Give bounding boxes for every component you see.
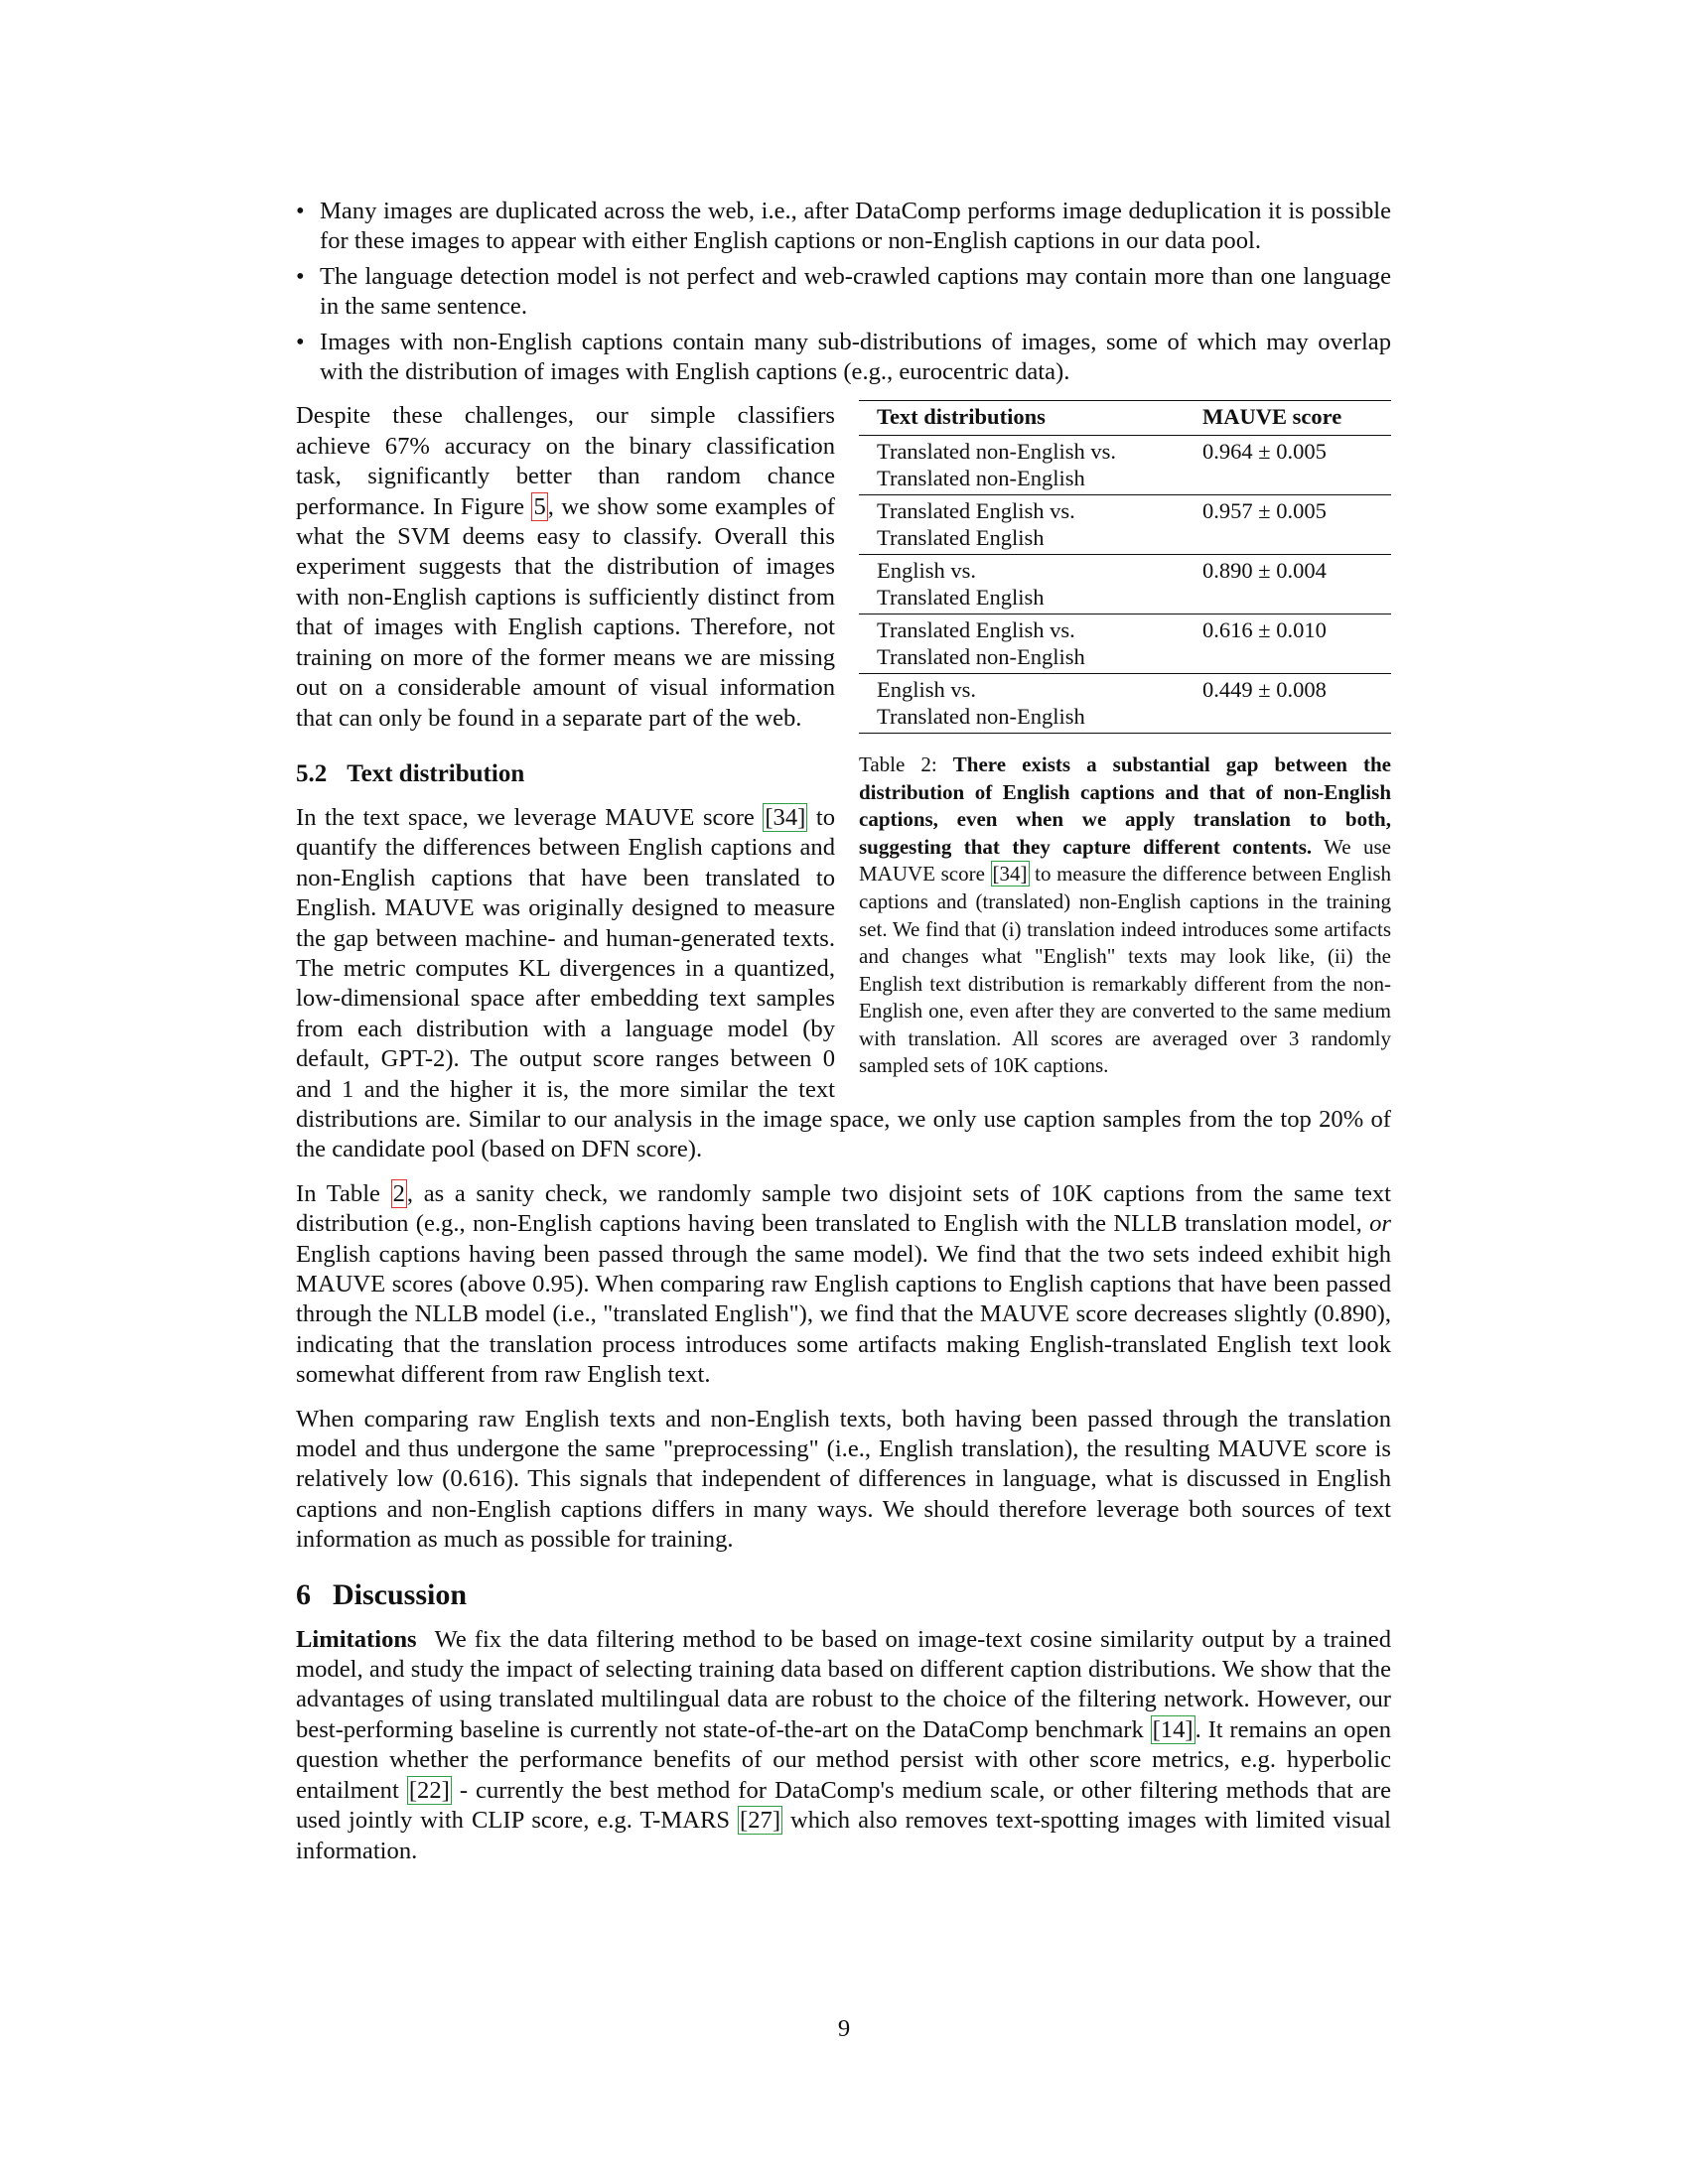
page-number: 9	[837, 2015, 851, 2042]
score-cell: 0.449 ± 0.008	[1195, 673, 1391, 733]
paragraph: Limitations We fix the data filtering method to be based on image-text cosine similarity output by a trained model, and study the impact of selecting training data based on different caption distributions. We show that the advantages of using translated multilingual data are robust to the choice of the filtering network. However, our best-performing baseline is currently not state-of-the-art on the DataComp benchmark [14]. It remains an open question whether the performance benefits of our method persist with other score metrics, e.g. hyperbolic entailment [22] - currently the best method for DataComp's medium scale, or other filtering methods that are used jointly with CLIP score, e.g. T-MARS [27] which also removes text-spotting images with limited visual information.	[296, 1625, 1392, 1864]
section-heading: 6 Discussion	[296, 1577, 468, 1611]
table-row	[859, 435, 1391, 494]
table-link[interactable]: 2	[392, 1179, 405, 1207]
table-row	[859, 614, 1391, 673]
distribution-cell: Translated English vs. Translated English	[859, 494, 1195, 554]
score-cell: 0.616 ± 0.010	[1195, 614, 1391, 673]
citation-link[interactable]: [34]	[992, 862, 1028, 887]
distribution-cell: English vs. Translated non-English	[859, 673, 1195, 733]
score-cell: 0.964 ± 0.005	[1195, 435, 1391, 494]
bullet-list	[296, 197, 1391, 387]
paragraph: Despite these challenges, our simple classifiers achieve 67% accuracy on the binary classification task, significantly better than random chance performance. In Figure 5, we show some examples of what the SVM deems easy to classify. Overall this experiment suggests that the distribution of images with non-English captions is sufficiently distinct from that of images with English captions. Therefore, not training on more of the former means we are missing out on a considerable amount of visual information that can only be found in a separate part of the web.	[296, 402, 835, 732]
table-row	[859, 494, 1391, 554]
table-row	[859, 673, 1391, 733]
score-cell: 0.957 ± 0.005	[1195, 494, 1391, 554]
citation-link[interactable]: [14]	[1152, 1715, 1194, 1743]
paragraph: When comparing raw English texts and non-English texts, both having been passed through the translation model and thus undergone the same "preprocessing" (i.e., English translation), the resulting MAUVE score is relatively low (0.616). This signals that independent of differences in language, what is discussed in English captions and non-English captions differs in many ways. We should therefore leverage both sources of text information as much as possible for training.	[296, 1405, 1391, 1554]
mauve-table	[859, 400, 1391, 734]
bullet-dot: •	[296, 328, 305, 355]
table-caption: Table 2: There exists a substantial gap between the distribution of English captions and that of non-English captions, even when we apply translation to both, suggesting that they capture different contents. We use MAUVE score [34] to measure the difference between English captions and (translated) non-English captions in the training set. We find that (i) translation indeed introduces some artifacts and changes what "English" texts may look like, (ii) the English text distribution is remarkably different from the non-English one, even after they are converted to the same medium with translation. All scores are averaged over 3 randomly sampled sets of 10K captions.	[859, 751, 1392, 1078]
paragraph-label: Limitations	[296, 1625, 417, 1653]
bullet-item: • Many images are duplicated across the web, i.e., after DataComp performs image deduplication it is possible for these images to appear with either English captions or non-English captions in our data pool.	[296, 198, 1391, 255]
figure-link[interactable]: 5	[533, 492, 546, 520]
score-cell: 0.890 ± 0.004	[1195, 554, 1391, 614]
paragraph: In the text space, we leverage MAUVE score [34] to quantify the differences between English captions and non-English captions that have been translated to English. MAUVE was originally designed to measure the gap between machine- and human-generated texts. The metric computes KL divergences in a quantized, low-dimensional space after embedding text samples from each distribution with a language model (by default, GPT-2). The output score ranges between 0 and 1 and the higher it is, the more similar the text distributions are. Similar to our analysis in the image space, we only use caption samples from the top 20% of the candidate pool (based on DFN score).	[296, 803, 1391, 1163]
header-mauve-score: MAUVE score	[1195, 401, 1391, 436]
bullet-dot: •	[296, 198, 305, 224]
citation-link[interactable]: [27]	[740, 1807, 781, 1835]
bullet-item: • Images with non-English captions contain many sub-distributions of images, some of which may overlap with the distribution of images with English captions (e.g., eurocentric data).	[296, 328, 1391, 386]
citation-link[interactable]: [22]	[408, 1776, 450, 1804]
header-text-distributions: Text distributions	[859, 401, 1195, 436]
paper-page	[296, 197, 1391, 1880]
distribution-cell: English vs. Translated English	[859, 554, 1195, 614]
table-header-row	[859, 401, 1391, 436]
paragraph: In Table 2, as a sanity check, we randomly sample two disjoint sets of 10K captions from the same text distribution (e.g., non-English captions having been translated to English with the NLLB translation model, or English captions having been passed through the same model). We find that the two sets indeed exhibit high MAUVE scores (above 0.95). When comparing raw English captions to English captions that have been passed through the NLLB model (i.e., "translated English"), we find that the MAUVE score decreases slightly (0.890), indicating that the translation process introduces some artifacts making English-translated English text look somewhat different from raw English text.	[296, 1179, 1392, 1389]
bullet-item: • The language detection model is not perfect and web-crawled captions may contain more than one language in the same sentence.	[296, 262, 1391, 321]
distribution-cell: Translated English vs. Translated non-English	[859, 614, 1195, 673]
distribution-cell: Translated non-English vs. Translated non-English	[859, 435, 1195, 494]
citation-link[interactable]: [34]	[765, 803, 806, 831]
section-heading: 5.2 Text distribution	[296, 759, 525, 787]
table-row	[859, 554, 1391, 614]
table-2-float	[859, 400, 1391, 1080]
bullet-dot: •	[296, 262, 305, 290]
